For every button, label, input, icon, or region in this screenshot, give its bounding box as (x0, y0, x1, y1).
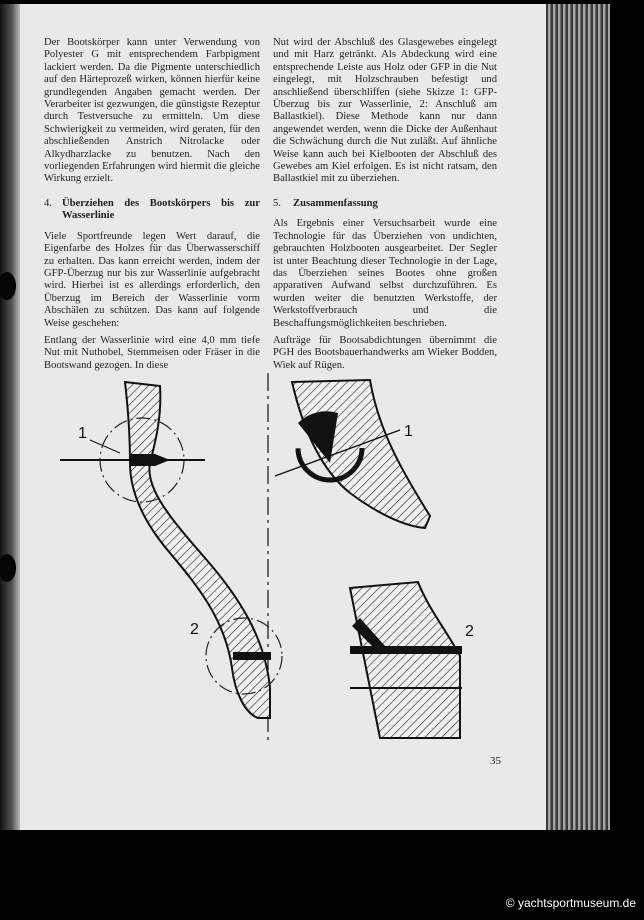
figure-label-1: 1 (78, 425, 87, 442)
figure-label-2: 2 (190, 621, 199, 638)
groove-strip (130, 454, 170, 466)
keel-joint (233, 652, 271, 660)
paragraph: Viele Sportfreunde legen Wert darauf, die Eigenfarbe des Holzes für das Überwasserschiff zu erhalten. Das kann erreicht werden, indem der GFP-Überzug nur bis zur Wasserlinie aufgebracht wird. Hierbei ist es allerdings erforderlich, den Überzug im Bereich der Wasserlinie vorm Abschälen zu schützen. Das kann auf folgende Weise geschehen: (44, 230, 260, 329)
binding-hole (0, 272, 16, 300)
page-edges (546, 4, 610, 830)
book-gutter (0, 4, 20, 830)
paragraph: Aufträge für Bootsabdichtungen übernimmt die PGH des Bootsbauerhandwerks am Wieker Bodden, Wiek auf Rügen. (273, 334, 497, 371)
section-heading (44, 198, 260, 223)
paragraph: Als Ergebnis einer Versuchsarbeit wurde eine Technologie für das Überziehen von undichten, gebrauchten Holzbooten ausgearbeitet. Der Segler ist unter Beachtung dieser Technologie in der Lage, das Überziehen seines Bootes ohne großen apparativen Aufwand selbst durchzuführen. Es wurden weiter die benutzten Werkstoffe, der Werkstoffverbrauch und die Beschaffungsmöglichkeiten beschrieben. (273, 218, 497, 329)
paragraph: Der Bootskörper kann unter Verwendung von Polyester G mit entsprechendem Farbpigment lackiert werden. Da die Pigmente unterschiedlich auf den Härteprozeß wirken, können hierfür keine grundlegenden Angaben gemacht werden. Der Verarbeiter ist gezwungen, die günstigste Rezeptur durch Testversuche zu ermitteln. Um diese Schwierigkeit zu vermeiden, wird geraten, für den abschließenden Anstrich Nitrolacke oder Alkydharzlacke zu benutzen. Nach den vorliegenden Erfahrungen wird hiermit die gleiche Wirkung erzielt. (44, 37, 260, 185)
right-column (273, 37, 497, 377)
page-number: 35 (490, 755, 501, 767)
figure-label-2-right: 2 (465, 623, 474, 640)
hull-section (125, 382, 270, 718)
binding-hole (0, 554, 16, 582)
paragraph: Entlang der Wasserlinie wird eine 4,0 mm tiefe Nut mit Nuthobel, Stemmeisen oder Fräser in die Bootswand gezogen. In diese (44, 334, 260, 371)
detail-2-joint (350, 646, 462, 654)
left-column (44, 37, 260, 377)
section-title: Zusammenfassung (293, 197, 378, 209)
paragraph: Nut wird der Abschluß des Glasgewebes eingelegt und mit Harz getränkt. Als Abdeckung wird eine entsprechende Leiste aus Holz oder GFP in die Nut eingelegt, mit Holzschrauben befestigt und anschließend überschliffen (siehe Skizze 1: GFP-Überzug bis zur Wasserlinie, 2: Anschluß am Ballastkiel). Diese Methode kann nur dann angewendet werden, wenn die Dicke der Außenhaut die Schwächung durch die Nut zuläßt. Auf ähnliche Weise kann auch bei Kielbooten der Abschluß des Gewebes am Kiel erfolgen. Es ist nicht ratsam, den Ballastkiel mit zu überziehen. (273, 37, 497, 185)
leader-line (90, 440, 120, 453)
section-title: Überziehen des Bootskörpers bis zur Wasserlinie (61, 197, 260, 222)
section-number: 5. (273, 197, 281, 209)
detail-2-section (350, 582, 460, 738)
technical-sketch (30, 368, 510, 748)
watermark-credit: © yachtsportmuseum.de (505, 896, 636, 910)
section-number: 4. (44, 197, 52, 209)
figure-label-1-right: 1 (404, 423, 413, 440)
section-heading (273, 198, 497, 210)
